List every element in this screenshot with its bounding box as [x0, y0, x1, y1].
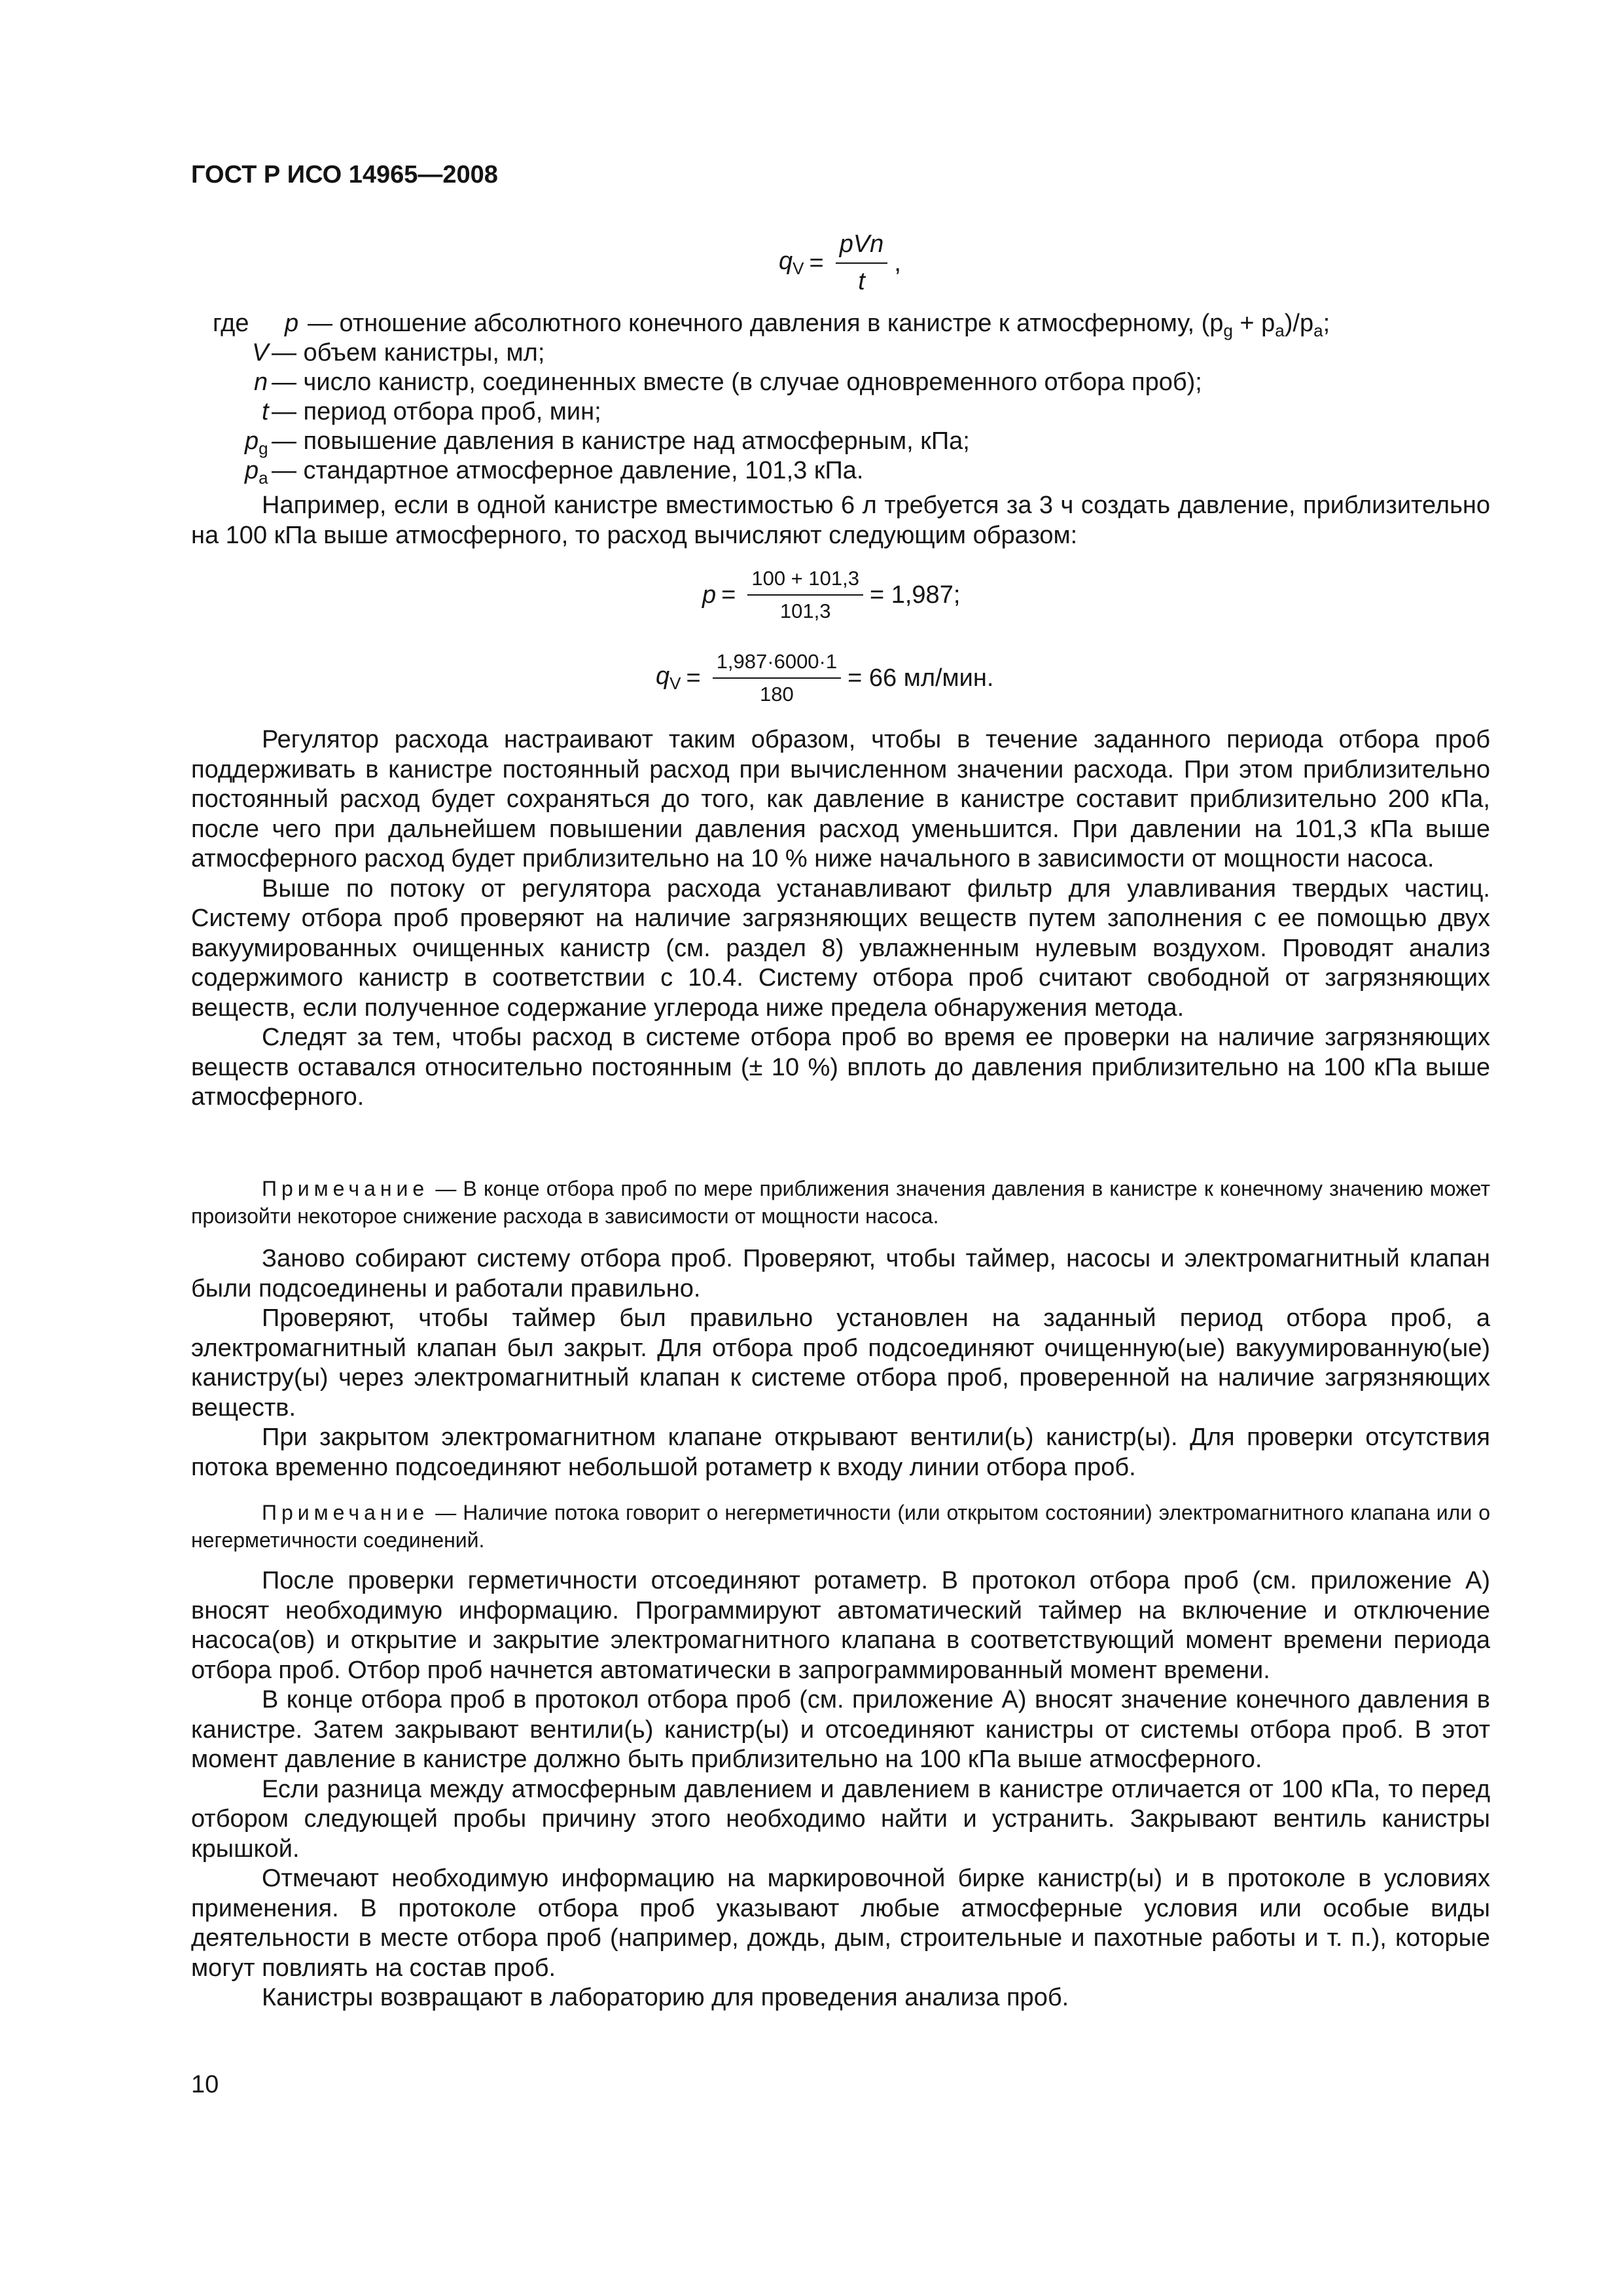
formula-fraction — [713, 650, 841, 706]
paragraph: Если разница между атмосферным давлением и давлением в канистре отличается от 100 кПа, то перед отбором следующей пробы причину этого необходимо найти и устранить. Закрывают вентиль канистры крышкой. — [191, 1775, 1490, 1863]
page-number: 10 — [191, 2071, 219, 2098]
paragraph: Канистры возвращают в лабораторию для проведения анализа проб. — [262, 1984, 1069, 2011]
definition-row — [213, 368, 1508, 397]
paragraph: Выше по потоку от регулятора расхода устанавливают фильтр для улавливания твердых частиц. Систему отбора проб проверяют на наличие загрязняющих веществ путем заполнения с ее помощью двух вакуумированных очищенных канистр (см. раздел 8) увлажненным нулевым воздухом. Проводят анализ содержимого канистр в соответствии с 10.4. Систему отбора проб считают свободной от загрязняющих веществ, если полученное содержание углерода ниже предела обнаружения метода. — [191, 874, 1490, 1022]
formula-denominator: 101,3 — [779, 600, 831, 622]
note-1 — [191, 1175, 1490, 1230]
definition-text-main: — отношение абсолютного конечного давления в канистре к атмосферному, (p — [308, 310, 1224, 337]
formula-numerator: 1,987·6000·1 — [713, 650, 841, 679]
definition-text-part: + p — [1232, 310, 1275, 337]
paragraph: Регулятор расхода настраивают таким образом, чтобы в течение заданного периода отбора проб поддерживать в канистре постоянный расход при вычисленном значении расхода. При этом приблизительно постоянный расход будет сохраняться до того, как давление в канистре составит приблизительно 200 кПа, после чего при дальнейшем повышении давления расход уменьшится. При давлении на 101,3 кПа выше атмосферного расход будет приблизительно на 10 % ниже начального в зависимости от мощности насоса. — [191, 726, 1490, 872]
formula-flow-rate — [779, 230, 901, 296]
paragraph: Заново собирают систему отбора проб. Проверяют, чтобы таймер, насосы и электромагнитный клапан были подсоединены и работали правильно. — [191, 1245, 1490, 1302]
formula-pressure-ratio — [702, 567, 960, 623]
note-2 — [191, 1499, 1490, 1554]
paragraph: Отмечают необходимую информацию на маркировочной бирке канистр(ы) и в протоколе в условиях применения. В протоколе отбора проб указывают любые атмосферные условия или особые виды деятельности в месте отбора проб (например, дождь, дым, строительные и пахотные работы и т. п.), которые могут повлиять на состав проб. — [191, 1865, 1490, 1982]
definition-symbol: n — [254, 368, 268, 396]
note-label: Примечание — [262, 1501, 429, 1524]
definition-symbol-sub: a — [259, 468, 268, 488]
definition-symbol: V — [252, 339, 269, 367]
body-section-a — [191, 725, 1490, 1113]
formula-denominator: t — [858, 268, 865, 295]
formula-numerator: 100 + 101,3 — [747, 567, 863, 596]
paragraph: Например, если в одной канистре вместимостью 6 л требуется за 3 ч создать давление, приблизительно на 100 кПа выше атмосферного, то расход вычисляют следующим образом: — [191, 492, 1490, 549]
definition-text: — повышение давления в канистре над атмосферным, кПа; — [272, 427, 970, 455]
definition-symbol: t — [262, 398, 269, 425]
definition-row — [213, 427, 1508, 456]
body-section-b — [191, 1244, 1490, 1482]
formula-result: = 1,987; — [869, 581, 961, 609]
definition-symbol: p — [245, 427, 259, 455]
formula-flow-example — [656, 650, 993, 706]
definition-symbol: p — [245, 457, 259, 484]
definition-symbol: p — [285, 310, 299, 337]
definition-text: — период отбора проб, мин; — [272, 398, 601, 425]
formula-denominator: 180 — [760, 683, 794, 706]
formula-lhs: p — [702, 581, 717, 609]
formula-eq-sign: = — [721, 581, 736, 609]
definition-symbol-sub: g — [259, 439, 268, 458]
paragraph: Следят за тем, чтобы расход в системе отбора проб во время ее проверки на наличие загрязняющих веществ оставался относительно постоянным (± 10 %) вплоть до давления приблизительно на 100 кПа выше атмосферного. — [191, 1024, 1490, 1111]
note-label: Примечание — [262, 1177, 429, 1200]
note-text: — Наличие потока говорит о негерметичности (или открытом состоянии) электромагнитного клапана или о негерметичности соединений. — [191, 1501, 1491, 1552]
formula-fraction — [747, 567, 863, 623]
definition-row — [213, 309, 1508, 338]
note-text: — В конце отбора проб по мере приближения значения давления в канистре к конечному значению может произойти некоторое снижение расхода в зависимости от мощности насоса. — [191, 1177, 1491, 1228]
formula-tail: , — [894, 249, 901, 277]
definition-row — [213, 338, 1508, 368]
formula-eq-sign: = — [809, 249, 824, 277]
formula-result: = 66 мл/мин. — [847, 664, 994, 692]
paragraph: В конце отбора проб в протокол отбора проб (см. приложение А) вносят значение конечного давления в канистре. Затем закрывают вентили(ь) канистр(ы) и отсоединяют канистры от системы отбора проб. В этот момент давление в канистре должно быть приблизительно на 100 кПа выше атмосферного. — [191, 1686, 1490, 1773]
document-header: ГОСТ Р ИСО 14965—2008 — [191, 161, 498, 188]
definition-text-part: ; — [1323, 310, 1330, 337]
paragraph: При закрытом электромагнитном клапане открывают вентили(ь) канистр(ы). Для проверки отсутствия потока временно подсоединяют небольшой ротаметр к входу линии отбора проб. — [191, 1424, 1490, 1481]
body-section-c — [191, 1566, 1490, 2013]
symbol-definitions — [213, 309, 1508, 486]
definition-text: — стандартное атмосферное давление, 101,3 кПа. — [272, 457, 864, 484]
formula-lhs-sub: V — [793, 259, 804, 278]
definition-row — [213, 397, 1508, 427]
formula-fraction — [836, 230, 888, 296]
formula-lhs: q — [656, 662, 670, 690]
formula-lhs-sub: V — [669, 673, 681, 693]
definition-sub: g — [1223, 321, 1233, 340]
formula-numerator: pVn — [836, 230, 888, 264]
formula-lhs: q — [779, 247, 793, 275]
definition-text-part: )/p — [1284, 310, 1314, 337]
definition-prefix: где — [213, 310, 249, 337]
formula-eq-sign: = — [686, 664, 701, 692]
definition-text: — число канистр, соединенных вместе (в случае одновременного отбора проб); — [272, 368, 1202, 396]
example-paragraph — [191, 491, 1490, 550]
paragraph: Проверяют, чтобы таймер был правильно установлен на заданный период отбора проб, а электромагнитный клапан был закрыт. Для отбора проб подсоединяют очищенную(ые) вакуумированную(ые) канистру(ы) через электромагнитный клапан к системе отбора проб, проверенной на наличие загрязняющих веществ. — [191, 1304, 1490, 1422]
definition-sub: a — [1313, 321, 1323, 340]
definition-text: — объем канистры, мл; — [272, 339, 545, 367]
definition-sub: a — [1275, 321, 1285, 340]
paragraph: После проверки герметичности отсоединяют ротаметр. В протокол отбора проб (см. приложение А) вносят необходимую информацию. Программируют автоматический таймер на включение и отключение насоса(ов) и открытие и закрытие электромагнитного клапана в соответствующий момент времени периода отбора проб. Отбор проб начнется автоматически в запрограммированный момент времени. — [191, 1567, 1490, 1684]
definition-row — [213, 456, 1508, 486]
